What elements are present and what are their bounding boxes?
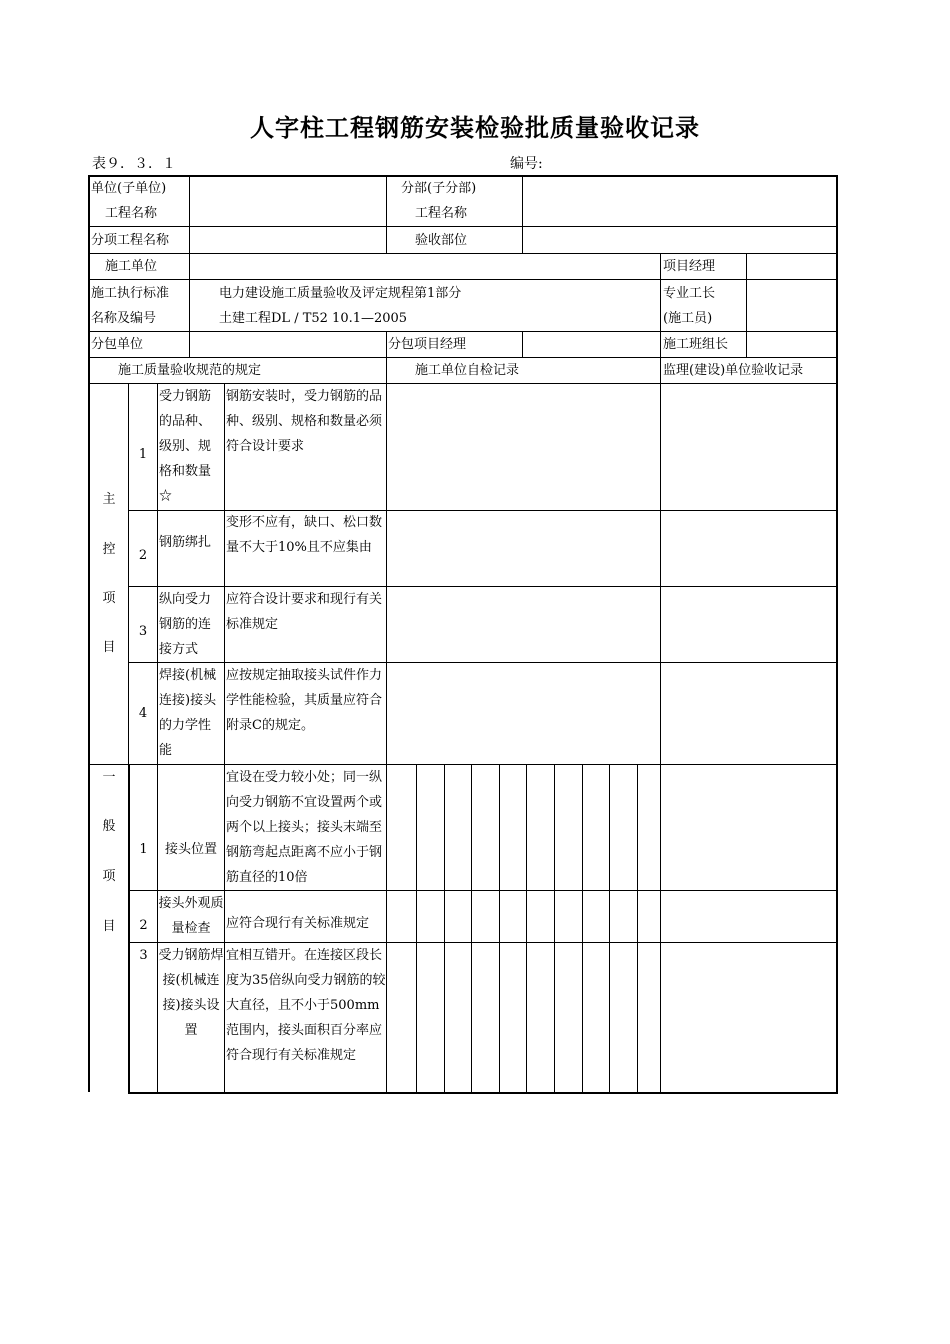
foreman-label-line2: (施工员) — [663, 311, 713, 326]
main-item-name: 钢筋绑扎 — [159, 535, 212, 550]
table-rule — [660, 383, 661, 1094]
table-rule — [471, 764, 472, 1094]
table-number: 表９．３．１ — [92, 156, 176, 172]
table-rule — [746, 253, 747, 357]
table-rule — [660, 357, 661, 383]
supervisor-column-header: 监理(建设)单位验收记录 — [663, 363, 804, 378]
sub-pm-label: 分包项目经理 — [388, 337, 467, 352]
main-item-name: 焊接(机械连接)接头的力学性能 — [159, 668, 217, 758]
table-rule — [609, 764, 610, 1094]
standard-label-line1: 施工执行标准 — [91, 286, 170, 301]
general-label-char: 般 — [102, 819, 116, 834]
general-item-number: 1 — [139, 842, 148, 857]
general-label-char: 一 — [102, 770, 116, 785]
general-item-number: 3 — [139, 948, 148, 963]
table-rule — [386, 175, 387, 253]
table-rule — [444, 764, 445, 1094]
team-leader-label: 施工班组长 — [663, 337, 729, 352]
number-label: 编号: — [510, 156, 543, 172]
main-item-name: 受力钢筋的品种、级别、规格和数量☆ — [159, 389, 212, 504]
table-rule — [554, 764, 555, 1094]
table-rule — [522, 175, 523, 253]
table-rule — [88, 279, 838, 280]
table-rule — [386, 383, 387, 1094]
part-label-line2: 工程名称 — [415, 206, 468, 221]
accept-part-label: 验收部位 — [415, 233, 468, 248]
standard-label-line2: 名称及编号 — [91, 311, 157, 326]
table-rule — [189, 175, 190, 357]
foreman-label-line1: 专业工长 — [663, 286, 716, 301]
part-label-line1: 分部(子分部) — [401, 181, 477, 196]
general-item-name: 接头外观质量检查 — [158, 896, 224, 936]
table-rule — [88, 253, 838, 254]
main-item-requirement: 应符合设计要求和现行有关标准规定 — [226, 592, 383, 632]
table-rule — [660, 253, 661, 357]
main-item-number: 3 — [138, 624, 148, 639]
main-control-label-char: 控 — [102, 542, 116, 557]
general-item-requirement: 宜相互错开。在连接区段长度为35倍纵向受力钢筋的较大直径，且不小于500mm范围内，接头面积百分率应符合现行有关标准规定 — [226, 948, 386, 1063]
table-rule — [88, 764, 838, 765]
general-label-char: 项 — [102, 869, 116, 884]
main-control-label-char: 主 — [102, 492, 116, 507]
general-label-char: 目 — [102, 919, 116, 934]
table-rule — [416, 764, 417, 1094]
table-rule — [88, 226, 838, 227]
spec-column-header: 施工质量验收规范的规定 — [118, 363, 262, 378]
sub-unit-label: 分包单位 — [91, 337, 144, 352]
self-check-column-header: 施工单位自检记录 — [415, 363, 520, 378]
main-control-label-char: 目 — [102, 640, 116, 655]
table-rule — [386, 357, 387, 383]
main-item-requirement: 应按规定抽取接头试件作力学性能检验，其质量应符合附录C的规定。 — [226, 668, 383, 733]
unit-label-line2: 工程名称 — [105, 206, 158, 221]
project-manager-label: 项目经理 — [663, 259, 716, 274]
table-rule — [128, 890, 838, 891]
main-item-number: 1 — [138, 447, 148, 462]
table-rule — [526, 764, 527, 1094]
standard-value-line2: 土建工程DL / T52 10.1—2005 — [219, 311, 408, 326]
table-rule — [386, 331, 387, 357]
table-rule — [522, 331, 523, 357]
table-rule — [582, 764, 583, 1094]
general-item-requirement: 应符合现行有关标准规定 — [226, 916, 370, 931]
main-item-number: 2 — [138, 548, 148, 563]
main-item-name: 纵向受力钢筋的连接方式 — [159, 592, 212, 657]
general-item-requirement: 宜设在受力较小处；同一纵向受力钢筋不宜设置两个或两个以上接头；接头末端至钢筋弯起点距离不应小于钢筋直径的10倍 — [226, 770, 383, 885]
table-rule — [224, 383, 225, 1094]
unit-label-line1: 单位(子单位) — [91, 181, 167, 196]
standard-value-line1: 电力建设施工质量验收及评定规程第1部分 — [219, 286, 462, 301]
general-item-name: 受力钢筋焊接(机械连接)接头设置 — [158, 948, 224, 1038]
main-item-requirement: 变形不应有，缺口、松口数量不大于10%且不应集由 — [226, 515, 383, 555]
table-rule — [637, 764, 638, 1094]
subitem-label: 分项工程名称 — [91, 233, 170, 248]
constructor-label: 施工单位 — [105, 259, 158, 274]
main-item-requirement: 钢筋安装时，受力钢筋的品种、级别、规格和数量必须符合设计要求 — [226, 389, 383, 454]
page-title: 人字柱工程钢筋安装检验批质量验收记录 — [250, 114, 700, 142]
general-item-number: 2 — [139, 918, 148, 933]
main-item-number: 4 — [138, 706, 148, 721]
table-rule — [128, 1092, 838, 1094]
main-control-label-char: 项 — [102, 591, 116, 606]
table-rule — [836, 175, 838, 1094]
general-item-name: 接头位置 — [164, 842, 217, 857]
table-rule — [499, 764, 500, 1094]
table-rule — [88, 175, 90, 1092]
